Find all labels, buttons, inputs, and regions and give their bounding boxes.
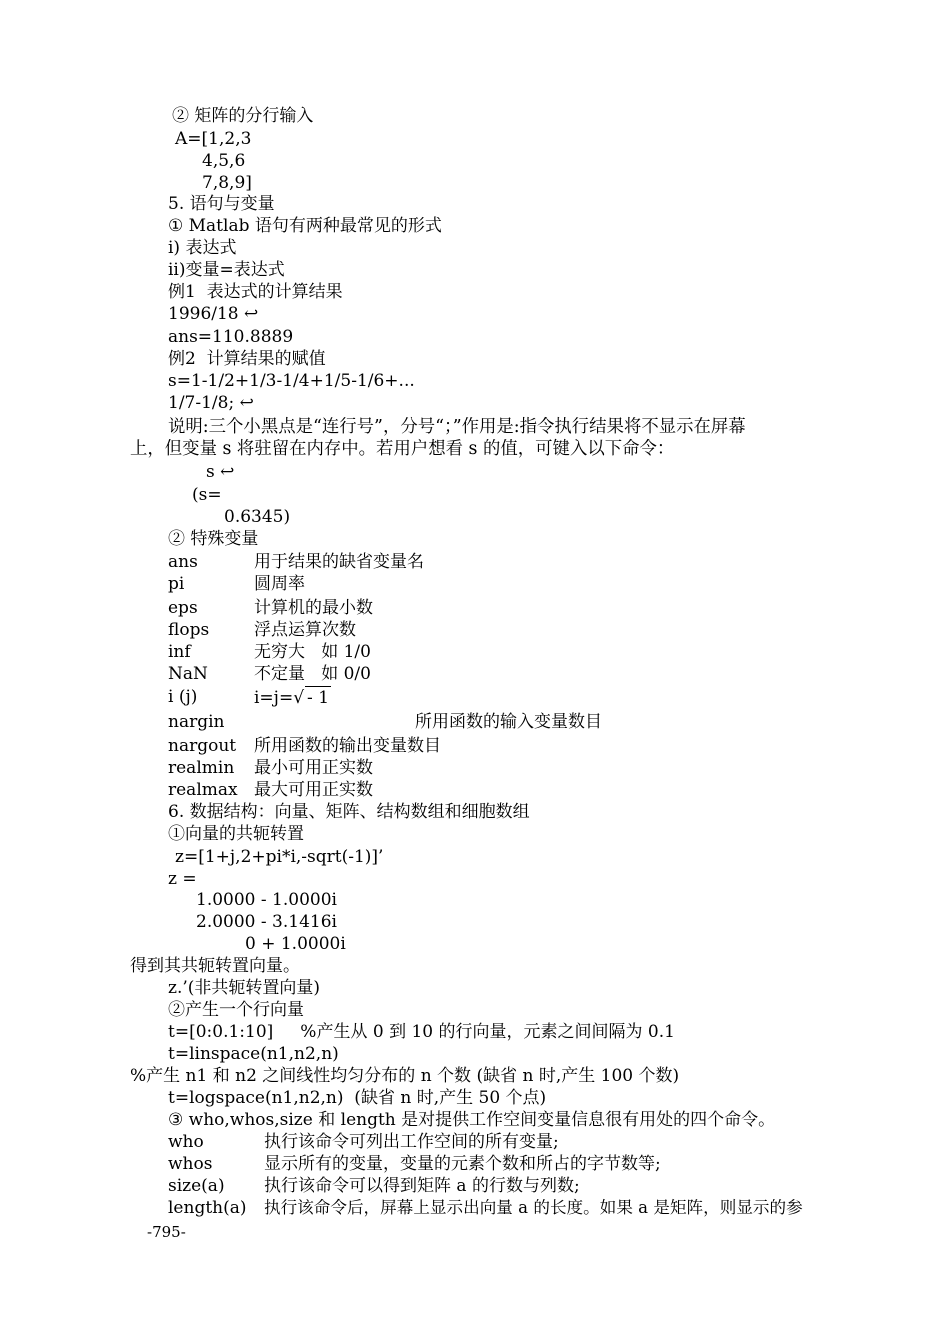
page-number: -795- [147, 1223, 186, 1241]
section-heading: 5. 语句与变量 [168, 194, 275, 214]
var-name: pi [168, 574, 185, 594]
code-line: 0.6345) [224, 507, 291, 527]
code-line: 1/7-1/8; ↩ [168, 393, 254, 413]
var-name: nargout [168, 736, 237, 756]
var-desc: 浮点运算次数 [254, 620, 356, 640]
var-desc: i=j= [254, 688, 294, 708]
var-desc: 最大可用正实数 [254, 780, 373, 800]
code-line: A=[1,2,3 [175, 129, 252, 149]
var-desc-sqrt [254, 686, 331, 709]
code-line: 0 + 1.0000i [245, 934, 346, 954]
var-name: ans [168, 552, 198, 572]
code-line: z = [168, 869, 197, 889]
example-heading: 例1 表达式的计算结果 [168, 282, 343, 302]
command-desc: 执行该命令可以得到矩阵 a 的行数与列数; [264, 1176, 580, 1196]
var-desc: 用于结果的缺省变量名 [254, 552, 424, 572]
code-line: 1996/18 ↩ [168, 304, 259, 324]
var-name: NaN [168, 664, 208, 684]
example-heading: 例2 计算结果的赋值 [168, 349, 326, 369]
command-name: whos [168, 1154, 213, 1174]
code-line: (s= [192, 485, 222, 505]
var-desc: 计算机的最小数 [254, 598, 373, 618]
subheading: ①向量的共轭转置 [168, 824, 304, 844]
var-desc: 所用函数的输出变量数目 [254, 736, 441, 756]
var-desc: 不定量 如 0/0 [254, 664, 371, 684]
command-name: length(a) [168, 1198, 247, 1218]
var-desc: 圆周率 [254, 574, 305, 594]
command-name: size(a) [168, 1176, 225, 1196]
paragraph: ③ who,whos,size 和 length 是对提供工作空间变量信息很有用处的四个命令。 [168, 1110, 776, 1130]
heading-special-vars: ② 特殊变量 [168, 529, 259, 549]
paragraph: ① Matlab 语句有两种最常见的形式 [168, 216, 442, 236]
code-line: 1.0000 - 1.0000i [196, 890, 337, 910]
code-line: 2.0000 - 3.1416i [196, 912, 337, 932]
var-name: nargin [168, 712, 225, 732]
code-line: s=1-1/2+1/3-1/4+1/5-1/6+... [168, 371, 415, 391]
list-item: i) 表达式 [168, 238, 237, 258]
code-line: s ↩ [206, 462, 235, 482]
code-line: z=[1+j,2+pi*i,-sqrt(-1)]’ [175, 847, 384, 867]
section-heading: 6. 数据结构：向量、矩阵、结构数组和细胞数组 [168, 802, 530, 822]
code-comment: %产生 n1 和 n2 之间线性均匀分布的 n 个数 (缺省 n 时,产生 100 个数) [130, 1066, 680, 1086]
command-desc: 执行该命令后，屏幕上显示出向量 a 的长度。如果 a 是矩阵，则显示的参 [264, 1198, 803, 1217]
command-desc: 显示所有的变量，变量的元素个数和所占的字节数等; [264, 1154, 661, 1174]
code-line: t=logspace(n1,n2,n) (缺省 n 时,产生 50 个点) [168, 1088, 547, 1108]
code-line: 7,8,9] [202, 173, 252, 193]
var-desc: 最小可用正实数 [254, 758, 373, 778]
var-name: realmin [168, 758, 235, 778]
var-desc: 无穷大 如 1/0 [254, 642, 371, 662]
code-line: ans=110.8889 [168, 327, 294, 347]
list-item: ii)变量=表达式 [168, 260, 285, 280]
paragraph: 说明:三个小黑点是“连行号”，分号“；”作用是:指令执行结果将不显示在屏幕 [168, 417, 746, 437]
subheading: ②产生一个行向量 [168, 1000, 304, 1020]
var-name: realmax [168, 780, 238, 800]
heading-matrix-row-input: ② 矩阵的分行输入 [172, 106, 314, 126]
command-name: who [168, 1132, 204, 1152]
code-line: z.’(非共轭转置向量) [168, 978, 321, 998]
command-desc: 执行该命令可列出工作空间的所有变量; [264, 1132, 559, 1152]
code-line: t=[0:0.1:10] %产生从 0 到 10 的行向量，元素之间间隔为 0.1 [168, 1022, 675, 1042]
code-line: 4,5,6 [202, 151, 246, 171]
var-name: i (j) [168, 687, 198, 707]
sqrt-icon: √ [293, 688, 305, 708]
code-line: t=linspace(n1,n2,n) [168, 1044, 339, 1064]
var-desc: 所用函数的输入变量数目 [415, 712, 602, 732]
paragraph: 上，但变量 s 将驻留在内存中。若用户想看 s 的值，可键入以下命令： [130, 439, 675, 459]
var-name: flops [168, 620, 210, 640]
paragraph: 得到其共轭转置向量。 [130, 956, 300, 976]
var-name: inf [168, 642, 191, 662]
sqrt-radicand: - 1 [307, 688, 330, 708]
var-name: eps [168, 598, 198, 618]
